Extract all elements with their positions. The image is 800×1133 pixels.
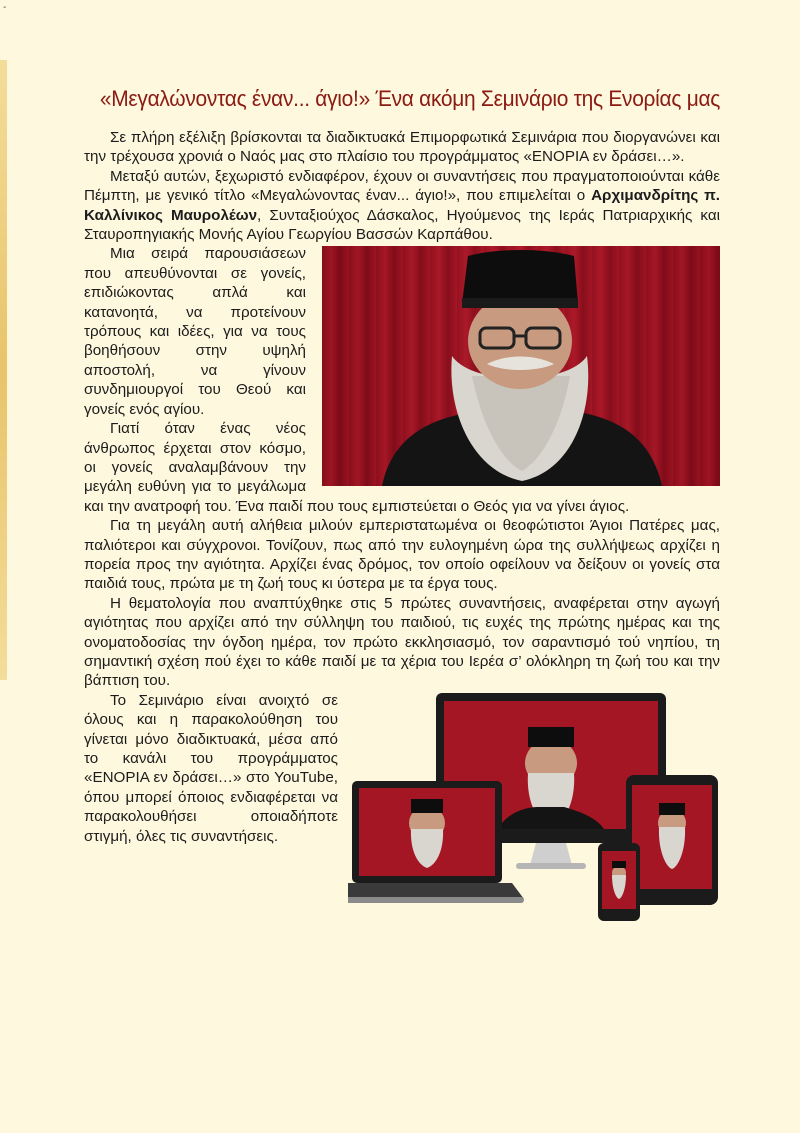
article-title: «Μεγαλώνοντας έναν... άγιο!» Ένα ακόμη Σεμινάριο της Ενορίας μας (99, 86, 721, 111)
paragraph-4: Γιατί όταν ένας νέος άνθρωπος έρχεται στον κόσμο, οι γονείς αναλαμβάνουν την μεγάλη ευθύνη για το μεγάλωμα και την ανατροφή του. Ένα παιδί που τους εμπιστεύεται ο Θεός για να γίνει άγιος. (84, 420, 630, 515)
devices-illustration (348, 693, 720, 923)
paragraph-2-text-end: , Συνταξιούχος Δάσκαλος, Ηγούμενος της Ιεράς Πατριαρχικής και Σταυροπηγιακής Μονής Αγίου Γεωργίου Βασσών Καρπάθου. (84, 206, 720, 244)
paragraph-5: Για τη μεγάλη αυτή αλήθεια μιλούν εμπεριστατωμένα οι θεοφώτιστοι Άγιοι Πατέρες μας, παλιότεροι και σύγχρονοι. Τονίζουν, πως από την ευλογημένη ώρα της συλλήψεως αρχίζει η πορεία προς την αγιότητα. Αρχίζει ένας δρόμος, τον οποίο οφείλουν να δείξουν οι γονείς στα παιδιά τους, πρώτα με τη ζωή τους κι ύστερα με τα έργα τους. (84, 517, 720, 593)
corner-mark: - (3, 2, 7, 13)
paragraph-1: Σε πλήρη εξέλιξη βρίσκονται τα διαδικτυακά Επιμορφωτικά Σεμινάρια που διοργανώνει και την τρέχουσα χρονιά ο Ναός μας στο πλαίσιο του προγράμματος «ΕΝΟΡΙΑ εν δράσει…». (84, 129, 720, 166)
article-body (84, 128, 720, 923)
multi-device-illustration (348, 693, 720, 923)
paragraph-3: Μια σειρά παρουσιάσεων που απευθύνονται σε γονείς, επιδιώκοντας απλά και κατανοητά, να προτείνουν τρόπους και ιδέες, για να τους βοηθήσουν στην υψηλή αποστολή, να γίνουν συνδημιουργοί του Θεού και γονείς ενός αγίου. (84, 245, 306, 418)
speaker-photo (322, 246, 720, 486)
speaker-name: Αρχιμανδρίτης π. Καλλίνικος Μαυρολέων (84, 187, 721, 224)
priest-portrait-illustration (322, 246, 720, 486)
paragraph-7: Το Σεμινάριο είναι ανοιχτό σε όλους και η παρακολούθηση του γίνεται μόνο διαδικτυακά, μέσα από το κανάλι του προγράμματος «ΕΝΟΡΙΑ εν δράσει…» στο YouTube, όπου μπορεί όποιος ενδιαφέρεται να παρακολουθήσει οποιαδήποτε στιγμή, όλες τις συναντήσεις. (84, 691, 338, 845)
paragraph-2-text: Μεταξύ αυτών, ξεχωριστό ενδιαφέρον, έχουν οι συναντήσεις που πραγματοποιούνται κάθε Πέμπτη, με γενικό τίτλο «Μεγαλώνοντας έναν... άγιο!», που επιμελείται ο (84, 167, 720, 205)
paragraph-2 (84, 167, 720, 245)
paragraph-6: Η θεματολογία που αναπτύχθηκε στις 5 πρώτες συναντήσεις, αναφέρεται στην αγωγή αγιότητας που αρχίζει από την σύλληψη του παιδιού, τις ευχές της πρώτης ημέρας και της ονοματοδοσίας την όγδοη ημέρα, τον πρώτο εκκλησιασμό, τον σαραντισμό τού νηπίου, τη σημαντική σχέση πού έχει το κάθε παιδί με τα χέρια του Ιερέα σ’ ολόκληρη τη ζωή του και την βάπτιση του. (84, 594, 720, 690)
edge-decoration (0, 60, 7, 680)
